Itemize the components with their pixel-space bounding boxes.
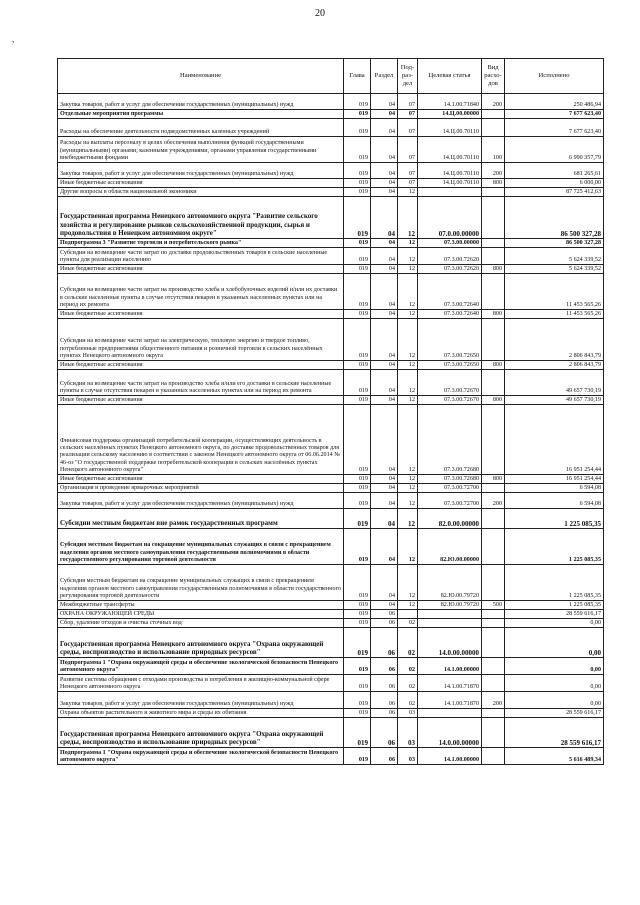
row-section: 04: [371, 179, 398, 188]
row-section: 04: [371, 110, 398, 119]
row-chapter: 019: [344, 529, 371, 565]
row-target: [418, 619, 482, 628]
row-name: Иные бюджетные ассигнования: [58, 396, 344, 405]
row-name: Субсидии местным бюджетам вне рамок государственных программ: [58, 509, 344, 529]
row-executed: 28 559 616,17: [505, 610, 604, 619]
row-target: 07.3.00.72650: [418, 361, 482, 370]
table-row: [58, 529, 604, 565]
table-row: [58, 675, 604, 692]
row-name: Финансовая поддержка организаций потребительской кооперации, осуществляющих деятельность в сельских населённых пунктах Ненецкого автономного округа, по доставке продовольственных товаров для реализации сельскому населению в соответствии с законом Ненецкого автономного округа от 06.06.2014 № 46-оз "О государственной поддержке потребительской кооперации в сельских населённых пунктах Ненецкого автономного округа": [58, 405, 344, 475]
row-target: 14.1.00.71870: [418, 675, 482, 692]
row-expense-type: [482, 529, 505, 565]
row-section: 06: [371, 709, 398, 718]
row-subsection: 02: [398, 658, 418, 675]
row-executed: 28 559 616,17: [505, 718, 604, 748]
row-chapter: 019: [344, 319, 371, 361]
row-subsection: 12: [398, 493, 418, 509]
row-target: 14.Ц.00.70110: [418, 179, 482, 188]
row-name: Отдельные мероприятия программы: [58, 110, 344, 119]
row-target: [418, 610, 482, 619]
row-executed: 1 225 085,35: [505, 601, 604, 610]
row-subsection: 03: [398, 709, 418, 718]
row-section: 04: [371, 361, 398, 370]
row-section: 04: [371, 310, 398, 319]
row-expense-type: 100: [482, 137, 505, 163]
row-expense-type: [482, 610, 505, 619]
table-row: [58, 475, 604, 484]
row-name: Субсидии на возмещение части затрат по доставке продовольственных товаров в сельские населенные пункты для реализации населению: [58, 248, 344, 265]
row-target: 07.3.00.72680: [418, 475, 482, 484]
table-row: [58, 484, 604, 493]
row-chapter: 019: [344, 137, 371, 163]
row-expense-type: [482, 658, 505, 675]
row-target: 07.3.00.72650: [418, 319, 482, 361]
row-subsection: 12: [398, 248, 418, 265]
row-name: Закупка товаров, работ и услуг для обеспечения государственных (муниципальных) нужд: [58, 493, 344, 509]
table-row: [58, 197, 604, 239]
row-name: ОХРАНА ОКРУЖАЮЩЕЙ СРЕДЫ: [58, 610, 344, 619]
row-chapter: 019: [344, 493, 371, 509]
scan-mark: ,: [12, 34, 15, 44]
row-executed: 5 624 339,52: [505, 265, 604, 274]
table-row: [58, 179, 604, 188]
row-section: 04: [371, 119, 398, 137]
row-expense-type: 800: [482, 265, 505, 274]
row-expense-type: [482, 239, 505, 248]
header-section: Раздел: [371, 59, 398, 94]
table-row: [58, 370, 604, 396]
row-name: Субсидии на возмещение части затрат на электрическую, тепловую энергию и твердое топливо, потребленные предприятиями общественного питания и розничной торговли в сельских населённых пунктах Ненецкого автономного округа: [58, 319, 344, 361]
row-name: Государственная программа Ненецкого автономного округа "Охрана окружающей среды, воспроизводство и использование природных ресурсов": [58, 718, 344, 748]
table-row: [58, 310, 604, 319]
row-target: 14.1.00.00000: [418, 658, 482, 675]
row-section: 04: [371, 475, 398, 484]
row-subsection: 12: [398, 370, 418, 396]
row-target: 14.Ц.00.70110: [418, 163, 482, 179]
row-name: Развитие системы обращения с отходами производства и потребления в жилищно-коммунальной сфере Ненецкого автономного округа: [58, 675, 344, 692]
row-expense-type: [482, 248, 505, 265]
row-section: 04: [371, 319, 398, 361]
row-chapter: 019: [344, 675, 371, 692]
row-executed: 6 594,08: [505, 493, 604, 509]
row-name: Закупка товаров, работ и услуг для обеспечения государственных (муниципальных) нужд: [58, 94, 344, 110]
row-subsection: 02: [398, 619, 418, 628]
row-target: 14.1.00.71840: [418, 94, 482, 110]
row-chapter: 019: [344, 628, 371, 658]
row-subsection: 12: [398, 197, 418, 239]
row-name: Другие вопросы в области национальной экономики: [58, 188, 344, 197]
row-chapter: 019: [344, 619, 371, 628]
row-subsection: 12: [398, 274, 418, 310]
row-name: Подпрограмма 3 "Развитие торговли и потребительского рынка": [58, 239, 344, 248]
row-chapter: 019: [344, 565, 371, 601]
table-row: [58, 396, 604, 405]
row-target: 82.Ю.00.79720: [418, 565, 482, 601]
table-row: [58, 509, 604, 529]
row-executed: 681 265,61: [505, 163, 604, 179]
row-executed: 0,00: [505, 658, 604, 675]
table-row: [58, 692, 604, 709]
row-expense-type: [482, 565, 505, 601]
row-subsection: 02: [398, 628, 418, 658]
row-chapter: 019: [344, 610, 371, 619]
row-executed: 6 990 357,79: [505, 137, 604, 163]
row-section: 04: [371, 163, 398, 179]
row-section: 04: [371, 94, 398, 110]
row-subsection: 12: [398, 475, 418, 484]
row-chapter: 019: [344, 119, 371, 137]
row-subsection: 03: [398, 718, 418, 748]
row-chapter: 019: [344, 248, 371, 265]
row-target: 07.3.00.72700: [418, 484, 482, 493]
row-section: 06: [371, 628, 398, 658]
header-name: Наименование: [58, 59, 344, 94]
row-target: 14.0.00.00000: [418, 718, 482, 748]
table-row: [58, 265, 604, 274]
row-chapter: 019: [344, 370, 371, 396]
row-target: 07.3.00.72670: [418, 396, 482, 405]
row-target: 82.Ю.00.79720: [418, 601, 482, 610]
table-row: [58, 94, 604, 110]
row-target: 07.3.00.72640: [418, 274, 482, 310]
row-expense-type: [482, 509, 505, 529]
row-chapter: 019: [344, 709, 371, 718]
row-subsection: 03: [398, 748, 418, 765]
row-chapter: 019: [344, 475, 371, 484]
row-section: 04: [371, 197, 398, 239]
row-executed: 0,00: [505, 692, 604, 709]
row-subsection: 12: [398, 310, 418, 319]
row-section: 04: [371, 565, 398, 601]
row-executed: 87 725 412,63: [505, 188, 604, 197]
row-target: 07.3.00.72680: [418, 405, 482, 475]
row-section: 04: [371, 370, 398, 396]
row-chapter: 019: [344, 197, 371, 239]
row-expense-type: 200: [482, 94, 505, 110]
row-name: Организация и проведение ярмарочных мероприятий: [58, 484, 344, 493]
row-chapter: 019: [344, 94, 371, 110]
row-target: 07.3.00.72670: [418, 370, 482, 396]
row-executed: 0,00: [505, 675, 604, 692]
row-expense-type: [482, 675, 505, 692]
row-target: 07.3.00.72700: [418, 493, 482, 509]
row-chapter: 019: [344, 239, 371, 248]
row-chapter: 019: [344, 361, 371, 370]
row-section: 06: [371, 692, 398, 709]
row-executed: 2 806 843,79: [505, 361, 604, 370]
table-row: [58, 274, 604, 310]
header-expense-type: Вид расхо-дов: [482, 59, 505, 94]
row-section: 04: [371, 493, 398, 509]
row-section: 04: [371, 484, 398, 493]
row-target: 07.3.00.72620: [418, 265, 482, 274]
row-target: 07.0.00.00000: [418, 197, 482, 239]
row-subsection: 12: [398, 565, 418, 601]
row-name: Субсидии на возмещение части затрат на производство хлеба и/или его доставки в сельские населенные пункты в случае отсутствия пекарен в указанных населенных пунктах или на период их ремонта: [58, 370, 344, 396]
table-row: [58, 601, 604, 610]
row-executed: 86 500 327,28: [505, 239, 604, 248]
row-name: Сбор, удаление отходов и очистка сточных вод: [58, 619, 344, 628]
table-row: [58, 137, 604, 163]
row-expense-type: [482, 484, 505, 493]
row-target: 07.3.00.72640: [418, 310, 482, 319]
row-name: Субсидия местным бюджетам на сокращение муниципальных служащих в связи с прекращением наделения органов местного самоуправления государственными полномочиями в области государственного регулирования торговой деятельности: [58, 529, 344, 565]
row-executed: 6 594,08: [505, 484, 604, 493]
table-row: [58, 718, 604, 748]
row-subsection: 12: [398, 239, 418, 248]
row-section: 06: [371, 610, 398, 619]
row-subsection: 07: [398, 110, 418, 119]
row-chapter: 019: [344, 748, 371, 765]
table-row: [58, 565, 604, 601]
row-name: Закупка товаров, работ и услуг для обеспечения государственных (муниципальных) нужд: [58, 692, 344, 709]
row-expense-type: 800: [482, 361, 505, 370]
row-section: 04: [371, 601, 398, 610]
row-name: Закупка товаров, работ и услуг для обеспечения государственных (муниципальных) нужд: [58, 163, 344, 179]
row-chapter: 019: [344, 110, 371, 119]
row-subsection: 12: [398, 529, 418, 565]
row-target: [418, 188, 482, 197]
row-chapter: 019: [344, 405, 371, 475]
row-name: Межбюджетные трансферты: [58, 601, 344, 610]
row-expense-type: [482, 197, 505, 239]
row-target: 14.0.00.00000: [418, 628, 482, 658]
row-name: Иные бюджетные ассигнования: [58, 179, 344, 188]
table-row: [58, 610, 604, 619]
row-section: 04: [371, 265, 398, 274]
table-row: [58, 248, 604, 265]
table-row: [58, 619, 604, 628]
table-row: [58, 163, 604, 179]
row-executed: 7 677 623,40: [505, 110, 604, 119]
row-name: Государственная программа Ненецкого автономного округа "Охрана окружающей среды, воспроизводство и использование природных ресурсов": [58, 628, 344, 658]
header-executed: Исполнено: [505, 59, 604, 94]
row-name: Иные бюджетные ассигнования: [58, 475, 344, 484]
row-section: 06: [371, 675, 398, 692]
row-expense-type: 800: [482, 179, 505, 188]
table-row: [58, 188, 604, 197]
row-target: 82.Ю.00.00000: [418, 529, 482, 565]
row-expense-type: [482, 748, 505, 765]
row-target: 07.3.00.00000: [418, 239, 482, 248]
row-section: 06: [371, 748, 398, 765]
row-chapter: 019: [344, 274, 371, 310]
page-number: 20: [315, 8, 325, 19]
table-row: [58, 119, 604, 137]
row-subsection: 07: [398, 94, 418, 110]
row-name: Иные бюджетные ассигнования: [58, 310, 344, 319]
row-executed: 16 951 254,44: [505, 405, 604, 475]
row-target: 14.Ц.00.70110: [418, 119, 482, 137]
row-executed: 6 000,00: [505, 179, 604, 188]
row-section: 06: [371, 658, 398, 675]
row-executed: 5 624 339,52: [505, 248, 604, 265]
row-name: Охрана объектов растительного и животного мира и среды их обитания: [58, 709, 344, 718]
row-chapter: 019: [344, 310, 371, 319]
row-subsection: 12: [398, 361, 418, 370]
table-row: [58, 628, 604, 658]
row-chapter: 019: [344, 484, 371, 493]
row-executed: 7 677 623,40: [505, 119, 604, 137]
row-name: Иные бюджетные ассигнования: [58, 361, 344, 370]
row-executed: 1 225 085,35: [505, 529, 604, 565]
row-name: Государственная программа Ненецкого автономного округа "Развитие сельского хозяйства и регулирование рынков сельскохозяйственной продукции, сырья и продовольствия в Ненецком автономном округе": [58, 197, 344, 239]
row-chapter: 019: [344, 718, 371, 748]
header-chapter: Глава: [344, 59, 371, 94]
row-expense-type: 800: [482, 396, 505, 405]
row-expense-type: 800: [482, 310, 505, 319]
row-expense-type: [482, 319, 505, 361]
row-executed: 11 453 565,26: [505, 310, 604, 319]
table-row: [58, 709, 604, 718]
table-row: [58, 361, 604, 370]
row-expense-type: [482, 188, 505, 197]
row-section: 04: [371, 396, 398, 405]
row-executed: 28 559 616,17: [505, 709, 604, 718]
row-subsection: 02: [398, 692, 418, 709]
row-section: 04: [371, 274, 398, 310]
row-chapter: 019: [344, 188, 371, 197]
row-subsection: 07: [398, 179, 418, 188]
row-chapter: 019: [344, 658, 371, 675]
row-executed: 16 951 254,44: [505, 475, 604, 484]
table-row: [58, 239, 604, 248]
row-executed: 1 225 085,35: [505, 565, 604, 601]
row-name: Подпрограмма 1 "Охрана окружающей среды и обеспечение экологической безопасности Ненецкого автономного округа": [58, 658, 344, 675]
row-subsection: 12: [398, 405, 418, 475]
row-chapter: 019: [344, 601, 371, 610]
row-chapter: 019: [344, 163, 371, 179]
row-chapter: 019: [344, 396, 371, 405]
row-expense-type: [482, 110, 505, 119]
row-chapter: 019: [344, 692, 371, 709]
table-row: [58, 493, 604, 509]
row-target: 07.3.00.72620: [418, 248, 482, 265]
row-name: Иные бюджетные ассигнования: [58, 265, 344, 274]
row-chapter: 019: [344, 179, 371, 188]
row-subsection: 12: [398, 188, 418, 197]
row-section: 04: [371, 405, 398, 475]
row-expense-type: [482, 628, 505, 658]
row-expense-type: 200: [482, 163, 505, 179]
row-subsection: 07: [398, 137, 418, 163]
row-subsection: 12: [398, 396, 418, 405]
row-expense-type: [482, 718, 505, 748]
table-row: [58, 748, 604, 765]
table-row: [58, 319, 604, 361]
row-chapter: 019: [344, 265, 371, 274]
row-executed: 49 657 730,19: [505, 370, 604, 396]
row-subsection: 12: [398, 265, 418, 274]
row-subsection: 12: [398, 601, 418, 610]
row-expense-type: 500: [482, 601, 505, 610]
table-row: [58, 658, 604, 675]
table-row: [58, 110, 604, 119]
row-target: [418, 709, 482, 718]
row-expense-type: [482, 119, 505, 137]
row-executed: 5 616 489,34: [505, 748, 604, 765]
row-executed: 49 657 730,19: [505, 396, 604, 405]
header-subsection: Под-раз-дел: [398, 59, 418, 94]
row-expense-type: [482, 405, 505, 475]
row-executed: 0,00: [505, 619, 604, 628]
table-header-row: [58, 59, 604, 94]
row-subsection: 07: [398, 119, 418, 137]
row-section: 06: [371, 718, 398, 748]
row-section: 04: [371, 248, 398, 265]
row-section: 06: [371, 619, 398, 628]
row-executed: 1 225 085,35: [505, 509, 604, 529]
row-name: Расходы на выплаты персоналу в целях обеспечения выполнения функций государственными (муниципальными) органами, казенными учреждениями, органами управления государственными внебюджетными фондами: [58, 137, 344, 163]
row-name: Субсидия местным бюджетам на сокращение муниципальных служащих в связи с прекращением наделения органов местного самоуправления государственными полномочиями в области государственного регулирования торговой деятельности: [58, 565, 344, 601]
row-subsection: 12: [398, 319, 418, 361]
row-expense-type: 800: [482, 475, 505, 484]
row-expense-type: [482, 619, 505, 628]
row-expense-type: 200: [482, 692, 505, 709]
row-target: 14.Ц.00.00000: [418, 110, 482, 119]
row-target: 14.1.00.71870: [418, 692, 482, 709]
row-subsection: 12: [398, 509, 418, 529]
row-target: 14.Ц.00.70110: [418, 137, 482, 163]
row-expense-type: 200: [482, 493, 505, 509]
row-expense-type: [482, 370, 505, 396]
row-expense-type: [482, 274, 505, 310]
row-section: 04: [371, 239, 398, 248]
row-section: 04: [371, 509, 398, 529]
budget-table: [57, 58, 604, 765]
header-target: Целевая статья: [418, 59, 482, 94]
row-subsection: 07: [398, 163, 418, 179]
row-executed: 2 806 843,79: [505, 319, 604, 361]
row-section: 04: [371, 188, 398, 197]
row-subsection: 02: [398, 675, 418, 692]
row-target: 82.0.00.00000: [418, 509, 482, 529]
row-executed: 11 453 565,26: [505, 274, 604, 310]
row-name: Субсидии на возмещение части затрат на производство хлеба и хлебобулочных изделий и/или их доставки в сельские населенные пункты в случае отсутствия пекарен в указанных населенных пунктах или на период их ремонта: [58, 274, 344, 310]
row-expense-type: [482, 709, 505, 718]
row-name: Расходы на обеспечение деятельности подведомственных казенных учреждений: [58, 119, 344, 137]
row-section: 04: [371, 529, 398, 565]
row-name: Подпрограмма 1 "Охрана окружающей среды и обеспечение экологической безопасности Ненецкого автономного округа": [58, 748, 344, 765]
row-section: 04: [371, 137, 398, 163]
row-executed: 0,00: [505, 628, 604, 658]
row-subsection: [398, 610, 418, 619]
row-target: 14.1.00.00000: [418, 748, 482, 765]
row-chapter: 019: [344, 509, 371, 529]
table-row: [58, 405, 604, 475]
row-subsection: 12: [398, 484, 418, 493]
row-executed: 250 486,94: [505, 94, 604, 110]
row-executed: 86 500 327,28: [505, 197, 604, 239]
